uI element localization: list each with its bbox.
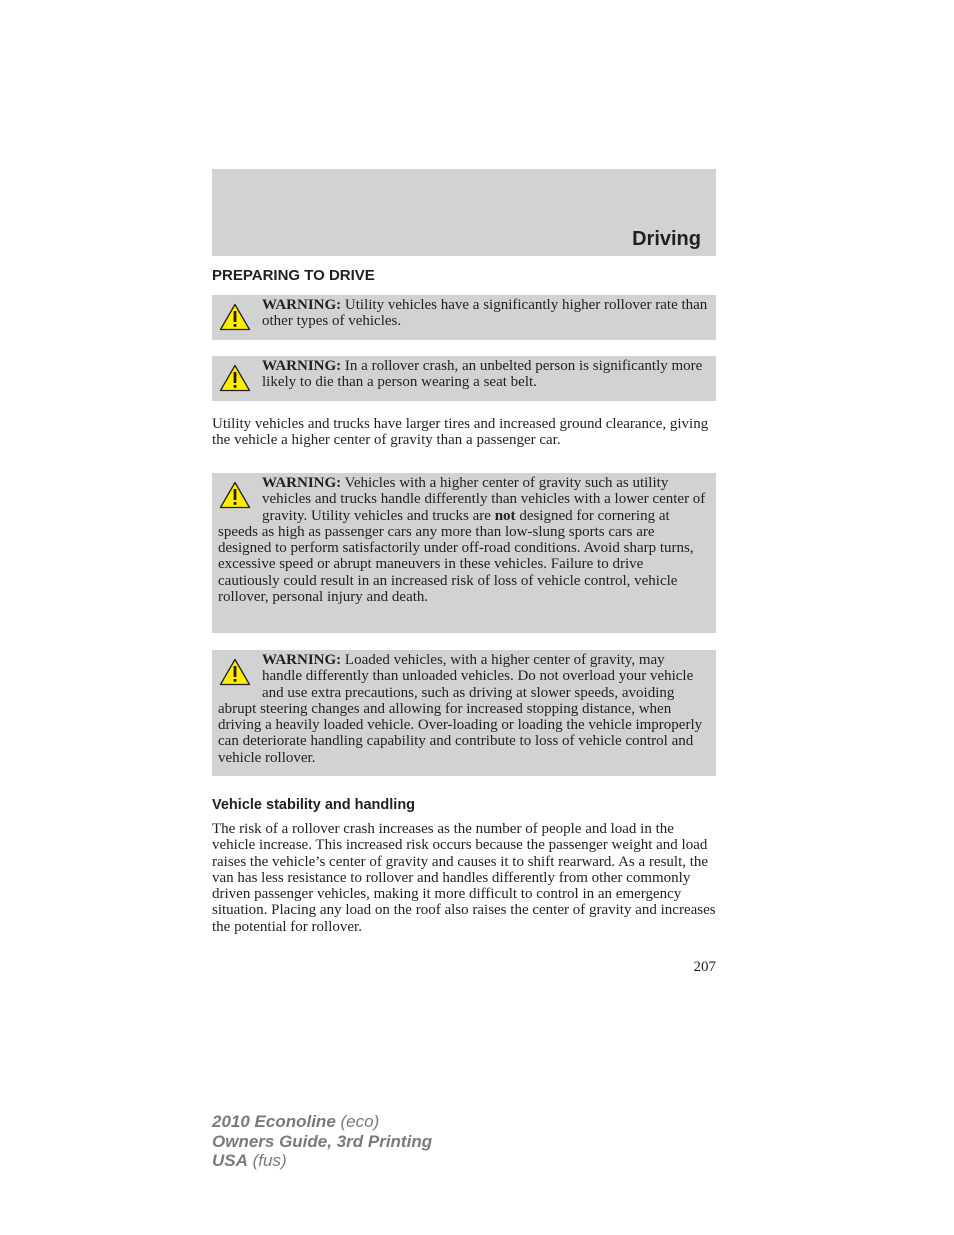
footer-guide: Owners Guide, 3rd Printing bbox=[212, 1131, 433, 1151]
warning-emphasis: not bbox=[494, 507, 516, 524]
paragraph-tires-clearance: Utility vehicles and trucks have larger tires and increased ground clearance, giving the vehicle a higher center of gravity than a passenger car. bbox=[212, 416, 709, 449]
warning-box-loaded-vehicles bbox=[212, 650, 716, 776]
warning-text: In a rollover crash, an unbelted person is significantly more likely to die than a person wearing a seat belt. bbox=[262, 358, 703, 391]
warning-triangle-icon bbox=[219, 658, 251, 686]
paragraph-stability: The risk of a rollover crash increases as the number of people and load in the vehicle increase. This increased risk occurs because the passenger weight and load raises the vehicle’s center of gravity and causes it to shift rearward. As a result, the van has less resistance to rollover and handles differently from other commonly driven passenger vehicles, making it more difficult to control in an emergency situation. Placing any load on the roof also raises the center of gravity and increases the potential for rollover. bbox=[212, 821, 716, 935]
footer-model-code: (eco) bbox=[340, 1112, 380, 1131]
footer-line-model bbox=[212, 1112, 432, 1132]
warning-triangle-icon bbox=[219, 303, 251, 331]
section-header-band bbox=[212, 169, 716, 256]
warning-triangle-icon bbox=[219, 481, 251, 509]
warning-text: Utility vehicles have a significantly higher rollover rate than other types of vehicles. bbox=[262, 297, 708, 330]
section-title: Driving bbox=[632, 228, 701, 250]
warning-label: WARNING: bbox=[262, 475, 342, 491]
warning-box-rollover-rate bbox=[212, 295, 716, 340]
warning-triangle-icon bbox=[219, 364, 251, 392]
warning-label: WARNING: bbox=[262, 652, 342, 668]
footer-line-guide bbox=[212, 1132, 432, 1152]
warning-text-part2: designed for cornering at speeds as high as passenger cars any more than low-slung sports cars are designed to perform satisfactorily under off-road conditions. Avoid sharp turns, excessive speed or abrupt maneuvers in these vehicles. Failure to drive cautiously could result in an increased risk of loss of vehicle control, vehicle rollover, personal injury and death. bbox=[218, 507, 694, 606]
warning-label: WARNING: bbox=[262, 297, 342, 313]
heading-vehicle-stability: Vehicle stability and handling bbox=[212, 797, 416, 813]
warning-label: WARNING: bbox=[262, 358, 342, 374]
page-number: 207 bbox=[693, 959, 716, 975]
warning-text: Loaded vehicles, with a higher center of gravity, may handle differently than unloaded vehicles. Do not overload your vehicle and use extra precautions, such as driving at slower speeds, avoiding abrupt steering changes and allowing for increased stopping distance, when driving a heavily loaded vehicle. Over-loading or loading the vehicle improperly can deteriorate handling capability and contribute to loss of vehicle control and vehicle rollover. bbox=[218, 652, 703, 766]
footer-line-market bbox=[212, 1151, 432, 1171]
footer-market-code: (fus) bbox=[252, 1151, 287, 1170]
warning-text-part1: Vehicles with a higher center of gravity such as utility vehicles and trucks handle differently than vehicles with a lower center of gravity. Utility vehicles and trucks are bbox=[262, 475, 706, 524]
warning-box-seat-belt bbox=[212, 356, 716, 401]
footer-publication-info bbox=[212, 1112, 432, 1171]
warning-box-center-of-gravity bbox=[212, 473, 716, 633]
heading-preparing-to-drive: PREPARING TO DRIVE bbox=[212, 267, 375, 284]
footer-market: USA bbox=[212, 1151, 248, 1170]
footer-model: 2010 Econoline bbox=[212, 1112, 336, 1131]
